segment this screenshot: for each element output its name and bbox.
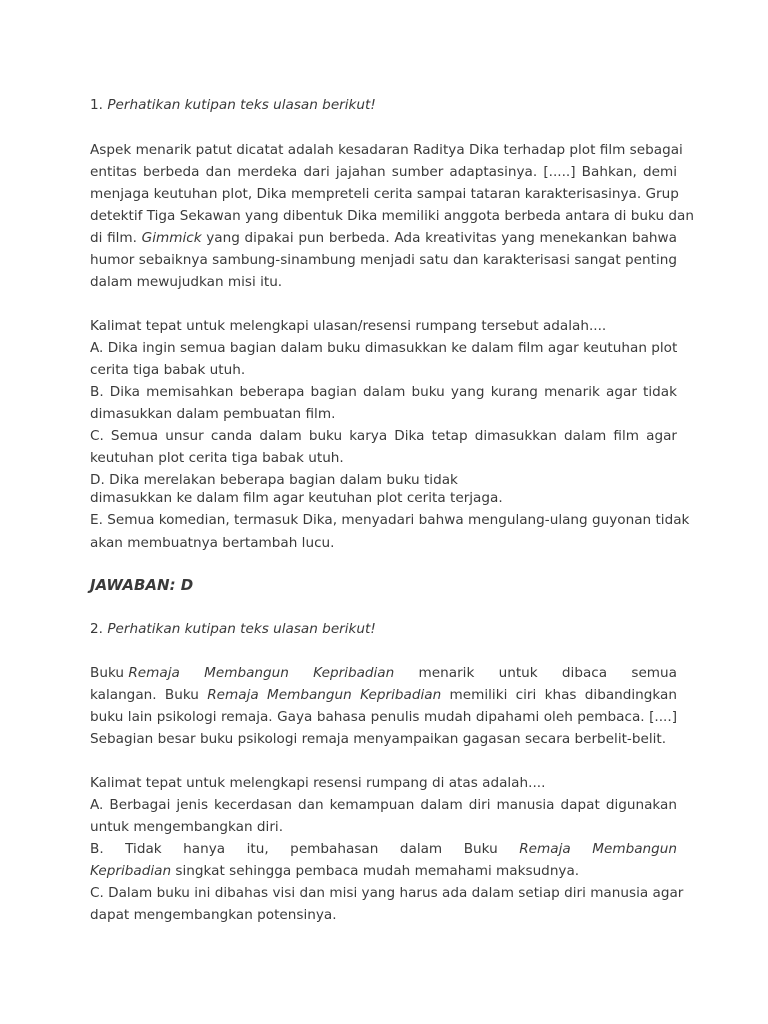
q2-title: [90, 618, 677, 640]
q2-passage-emphasis: Remaja Membangun Kepribadian: [207, 687, 442, 703]
q1-passage-line: [90, 227, 677, 249]
q1-answer: JAWABAN: D: [90, 576, 194, 594]
q2-passage-word: menarik: [418, 665, 475, 681]
q2-question: Kalimat tepat untuk melengkapi resensi rumpang di atas adalah....: [90, 775, 546, 791]
q1-passage-line: detektif Tiga Sekawan yang dibentuk Dika memiliki anggota berbeda antara di buku dan: [90, 208, 694, 224]
q2-passage-text: kalangan. Buku: [90, 687, 208, 703]
q2-passage-text: memiliki ciri khas dibandingkan: [441, 687, 678, 703]
q2-option-emphasis: Kepribadian: [90, 863, 172, 879]
q1-option-a-cont: cerita tiga babak utuh.: [90, 362, 246, 378]
q2-passage-word: Membangun: [204, 665, 289, 681]
q2-option-text: singkat sehingga pembaca mudah memahami maksudnya.: [171, 863, 580, 879]
q2-passage-word: untuk: [498, 665, 538, 681]
q2-passage-word: Kepribadian: [313, 665, 395, 681]
q1-question: Kalimat tepat untuk melengkapi ulasan/resensi rumpang tersebut adalah....: [90, 318, 607, 334]
q1-option-d-cont: dimasukkan ke dalam film agar keutuhan plot cerita terjaga.: [90, 490, 503, 506]
q1-passage-line: menjaga keutuhan plot, Dika mempreteli cerita sampai tataran karakterisasinya. Grup: [90, 186, 679, 202]
q1-passage-line: Aspek menarik patut dicatat adalah kesadaran Raditya Dika terhadap plot film sebagai: [90, 142, 683, 158]
q2-instruction: Perhatikan kutipan teks ulasan berikut!: [107, 621, 376, 637]
q1-option-b-cont: dimasukkan dalam pembuatan film.: [90, 406, 336, 422]
q2-passage-word: semua: [631, 665, 677, 681]
q1-option-a: A. Dika ingin semua bagian dalam buku dimasukkan ke dalam film agar keutuhan plot: [90, 340, 678, 356]
q1-option-b: B. Dika memisahkan beberapa bagian dalam buku yang kurang menarik agar tidak: [90, 384, 677, 400]
q2-passage-word: Buku Remaja: [90, 665, 180, 681]
q2-option-a: A. Berbagai jenis kecerdasan dan kemampuan dalam diri manusia dapat digunakan: [90, 797, 677, 813]
q2-number: 2.: [90, 621, 103, 637]
q1-option-c-cont: keutuhan plot cerita tiga babak utuh.: [90, 450, 344, 466]
q2-passage-line: Sebagian besar buku psikologi remaja menyampaikan gagasan secara berbelit-belit.: [90, 731, 667, 747]
q1-passage-emphasis: Gimmick: [141, 230, 202, 246]
q2-passage-line: [90, 684, 677, 706]
q2-option-text: B. Tidak hanya itu, pembahasan dalam Buku: [90, 841, 520, 857]
q2-passage-line: [90, 662, 677, 684]
q1-number: 1.: [90, 97, 103, 113]
q2-option-b: [90, 838, 677, 860]
q1-option-d: D. Dika merelakan beberapa bagian dalam buku tidak: [90, 472, 458, 488]
q2-option-c-cont: dapat mengembangkan potensinya.: [90, 907, 337, 923]
q1-instruction: Perhatikan kutipan teks ulasan berikut!: [107, 97, 376, 113]
q1-title: [90, 94, 677, 116]
q1-passage-line: humor sebaiknya sambung-sinambung menjadi satu dan karakterisasi sangat penting: [90, 252, 677, 268]
q1-passage-line: entitas berbeda dan merdeka dari jajahan sumber adaptasinya. [.....] Bahkan, demi: [90, 164, 677, 180]
q2-passage-word: dibaca: [561, 665, 608, 681]
q2-option-emphasis: Remaja Membangun: [519, 841, 678, 857]
q2-option-c: C. Dalam buku ini dibahas visi dan misi yang harus ada dalam setiap diri manusia agar: [90, 885, 684, 901]
q1-passage-text: yang dipakai pun berbeda. Ada kreativitas yang menekankan bahwa: [201, 230, 677, 246]
q2-option-b-cont: [90, 860, 677, 882]
q1-option-c: C. Semua unsur canda dalam buku karya Dika tetap dimasukkan dalam film agar: [90, 428, 677, 444]
q1-passage-line: dalam mewujudkan misi itu.: [90, 274, 283, 290]
q1-option-e-cont: akan membuatnya bertambah lucu.: [90, 535, 335, 551]
q2-option-a-cont: untuk mengembangkan diri.: [90, 819, 284, 835]
q1-option-e: E. Semua komedian, termasuk Dika, menyadari bahwa mengulang-ulang guyonan tidak: [90, 512, 690, 528]
q2-passage-line: buku lain psikologi remaja. Gaya bahasa penulis mudah dipahami oleh pembaca. [....]: [90, 709, 677, 725]
q1-passage-text: di film.: [90, 230, 142, 246]
